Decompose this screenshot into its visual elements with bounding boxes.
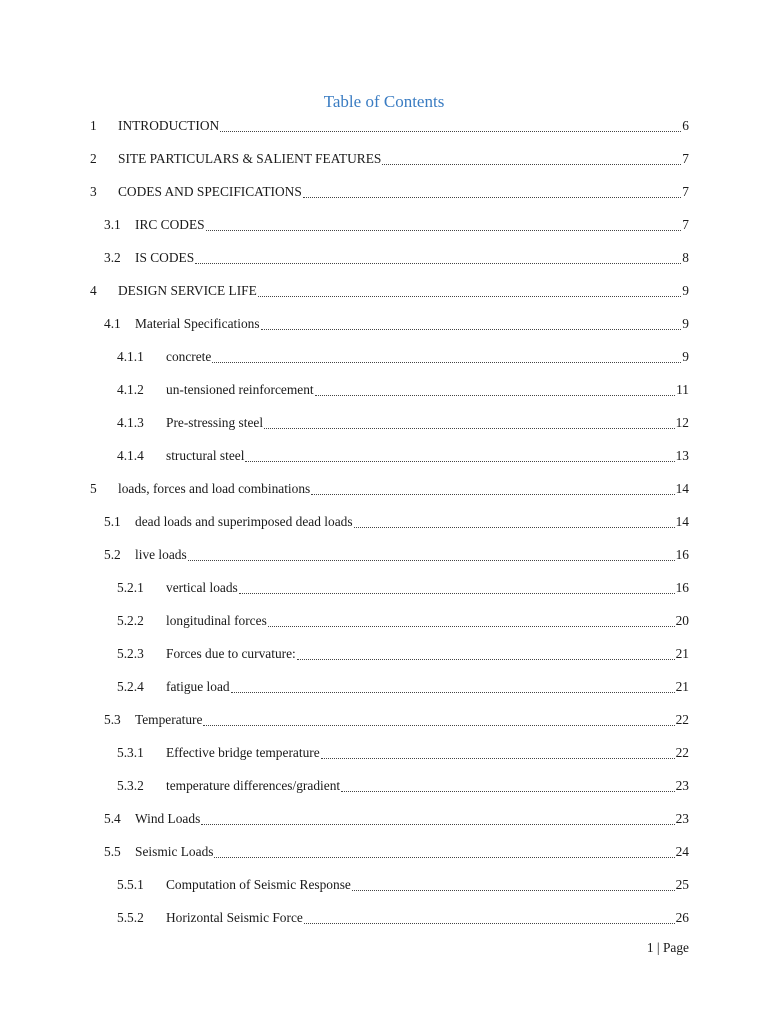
toc-entry-number: 5.2.2 [117, 613, 144, 628]
toc-entry-number: 4.1.3 [117, 415, 144, 430]
toc-entry-page-number: 14 [675, 481, 689, 496]
toc-entry-page-number: 14 [675, 514, 689, 529]
toc-entry-number: 4.1.2 [117, 382, 144, 397]
toc-entry[interactable] [0, 278, 768, 311]
toc-entry-row [166, 740, 689, 766]
toc-entry-page-number: 7 [682, 151, 689, 166]
dot-leader [239, 575, 675, 594]
dot-leader [258, 278, 682, 297]
toc-entry-page-number: 9 [682, 349, 689, 364]
toc-entry-row [166, 608, 689, 634]
toc-entry-row [135, 839, 689, 865]
toc-entry-text[interactable]: SITE PARTICULARS & SALIENT FEATURES [118, 151, 382, 166]
toc-entry-number: 4 [90, 283, 97, 298]
toc-entry-row [166, 344, 689, 370]
toc-entry-text[interactable]: un-tensioned reinforcement [166, 382, 314, 397]
toc-entry-number: 5.1 [104, 514, 121, 529]
dot-leader [304, 905, 675, 924]
toc-entry[interactable] [0, 476, 768, 509]
toc-entry-number: 3.2 [104, 250, 121, 265]
toc-entry-text[interactable]: Wind Loads [135, 811, 201, 826]
toc-entry-page-number: 9 [682, 316, 689, 331]
toc-entry-page-number: 11 [676, 382, 689, 397]
toc-entry-text[interactable]: loads, forces and load combinations [118, 481, 311, 496]
toc-entry-number: 3.1 [104, 217, 121, 232]
toc-entry[interactable] [0, 509, 768, 542]
toc-entry-number: 4.1.4 [117, 448, 144, 463]
toc-entry-row [166, 773, 689, 799]
toc-entry[interactable] [0, 740, 768, 773]
toc-entry-page-number: 23 [675, 778, 689, 793]
toc-entry[interactable] [0, 146, 768, 179]
toc-entry-row [135, 245, 689, 271]
toc-entry[interactable] [0, 575, 768, 608]
toc-entry-text[interactable]: Seismic Loads [135, 844, 214, 859]
toc-entry-number: 5.2 [104, 547, 121, 562]
dot-leader [382, 146, 681, 165]
toc-entry[interactable] [0, 245, 768, 278]
dot-leader [341, 773, 674, 792]
toc-entry-row [118, 278, 689, 304]
dot-leader [352, 872, 675, 891]
toc-entry-text[interactable]: dead loads and superimposed dead loads [135, 514, 353, 529]
toc-entry-text[interactable]: structural steel [166, 448, 245, 463]
toc-entry-text[interactable]: Forces due to curvature: [166, 646, 296, 661]
toc-entry[interactable] [0, 641, 768, 674]
toc-entry-text[interactable]: Pre-stressing steel [166, 415, 264, 430]
toc-entry-text[interactable]: Temperature [135, 712, 203, 727]
dot-leader [311, 476, 674, 495]
toc-entry-text[interactable]: Horizontal Seismic Force [166, 910, 303, 925]
toc-entry[interactable] [0, 377, 768, 410]
toc-entry-number: 5.5.2 [117, 910, 144, 925]
dot-leader [231, 674, 675, 693]
toc-entry-text[interactable]: Material Specifications [135, 316, 260, 331]
toc-entry-number: 5.3.2 [117, 778, 144, 793]
toc-entry-page-number: 12 [675, 415, 689, 430]
toc-entry-text[interactable]: IS CODES [135, 250, 195, 265]
toc-entry[interactable] [0, 608, 768, 641]
toc-entry-row [118, 146, 689, 172]
toc-entry-number: 5.3.1 [117, 745, 144, 760]
toc-entry-number: 5.3 [104, 712, 121, 727]
toc-entry-page-number: 21 [675, 646, 689, 661]
toc-entry-number: 5.5 [104, 844, 121, 859]
toc-entry-page-number: 25 [675, 877, 689, 892]
toc-entry-text[interactable]: Effective bridge temperature [166, 745, 320, 760]
toc-entry[interactable] [0, 113, 768, 146]
toc-entry[interactable] [0, 443, 768, 476]
toc-entry-page-number: 22 [675, 712, 689, 727]
toc-entry-text[interactable]: fatigue load [166, 679, 230, 694]
dot-leader [303, 179, 682, 198]
toc-entry-row [166, 674, 689, 700]
toc-entry-page-number: 8 [682, 250, 689, 265]
toc-entry[interactable] [0, 311, 768, 344]
toc-entry-row [135, 806, 689, 832]
toc-entry-row [118, 113, 689, 139]
toc-entry-page-number: 22 [675, 745, 689, 760]
toc-entry-page-number: 16 [675, 580, 689, 595]
toc-entry-number: 5.2.4 [117, 679, 144, 694]
toc-entry-page-number: 6 [682, 118, 689, 133]
dot-leader [354, 509, 675, 528]
toc-entry[interactable] [0, 212, 768, 245]
toc-entry-number: 3 [90, 184, 97, 199]
toc-entry-number: 5.2.3 [117, 646, 144, 661]
dot-leader [212, 344, 681, 363]
toc-list [0, 113, 768, 938]
toc-entry-text[interactable]: concrete [166, 349, 212, 364]
toc-entry-text[interactable]: DESIGN SERVICE LIFE [118, 283, 257, 298]
toc-entry-number: 5.4 [104, 811, 121, 826]
toc-entry[interactable] [0, 905, 768, 938]
toc-entry-row [118, 476, 689, 502]
toc-entry-number: 4.1 [104, 316, 121, 331]
toc-entry-row [135, 707, 689, 733]
toc-entry[interactable] [0, 839, 768, 872]
toc-entry-row [166, 443, 689, 469]
page-footer: 1 | Page [646, 940, 689, 955]
toc-entry-number: 5 [90, 481, 97, 496]
dot-leader [214, 839, 674, 858]
toc-entry-number: 4.1.1 [117, 349, 144, 364]
toc-entry-text[interactable]: INTRODUCTION [118, 118, 220, 133]
dot-leader [245, 443, 674, 462]
toc-entry[interactable] [0, 179, 768, 212]
toc-entry[interactable] [0, 344, 768, 377]
dot-leader [188, 542, 675, 561]
toc-entry-page-number: 13 [675, 448, 689, 463]
toc-entry-row [166, 377, 689, 403]
toc-entry-number: 2 [90, 151, 97, 166]
toc-entry-text[interactable]: temperature differences/gradient [166, 778, 341, 793]
toc-entry-number: 5.5.1 [117, 877, 144, 892]
toc-entry[interactable] [0, 674, 768, 707]
dot-leader [195, 245, 681, 264]
toc-entry-row [166, 410, 689, 436]
toc-entry[interactable] [0, 872, 768, 905]
toc-entry-row [118, 179, 689, 205]
toc-entry-page-number: 24 [675, 844, 689, 859]
dot-leader [206, 212, 682, 231]
dot-leader [315, 377, 675, 396]
toc-entry-row [135, 542, 689, 568]
toc-entry-text[interactable]: vertical loads [166, 580, 238, 595]
toc-entry[interactable] [0, 542, 768, 575]
toc-entry-row [135, 311, 689, 337]
toc-entry-text[interactable]: Computation of Seismic Response [166, 877, 351, 892]
toc-entry-number: 5.2.1 [117, 580, 144, 595]
dot-leader [297, 641, 675, 660]
toc-entry-text[interactable]: IRC CODES [135, 217, 205, 232]
toc-entry-row [166, 872, 689, 898]
dot-leader [264, 410, 675, 429]
toc-entry-number: 1 [90, 118, 97, 133]
dot-leader [220, 113, 681, 132]
toc-entry-row [135, 509, 689, 535]
toc-entry-page-number: 7 [682, 217, 689, 232]
toc-entry[interactable] [0, 806, 768, 839]
toc-entry-page-number: 21 [675, 679, 689, 694]
toc-entry-page-number: 23 [675, 811, 689, 826]
toc-entry-page-number: 20 [675, 613, 689, 628]
toc-entry-text[interactable]: live loads [135, 547, 187, 562]
toc-entry[interactable] [0, 410, 768, 443]
toc-entry[interactable] [0, 707, 768, 740]
toc-entry-page-number: 16 [675, 547, 689, 562]
toc-entry-text[interactable]: longitudinal forces [166, 613, 267, 628]
toc-entry-row [166, 641, 689, 667]
dot-leader [261, 311, 682, 330]
dot-leader [321, 740, 675, 759]
toc-entry-page-number: 9 [682, 283, 689, 298]
dot-leader [201, 806, 674, 825]
toc-entry-row [166, 905, 689, 931]
toc-entry-row [135, 212, 689, 238]
toc-entry-row [166, 575, 689, 601]
dot-leader [203, 707, 674, 726]
toc-title: Table of Contents [323, 92, 445, 111]
toc-entry-text[interactable]: CODES AND SPECIFICATIONS [118, 184, 302, 199]
toc-entry-page-number: 7 [682, 184, 689, 199]
dot-leader [268, 608, 675, 627]
toc-entry[interactable] [0, 773, 768, 806]
toc-entry-page-number: 26 [675, 910, 689, 925]
